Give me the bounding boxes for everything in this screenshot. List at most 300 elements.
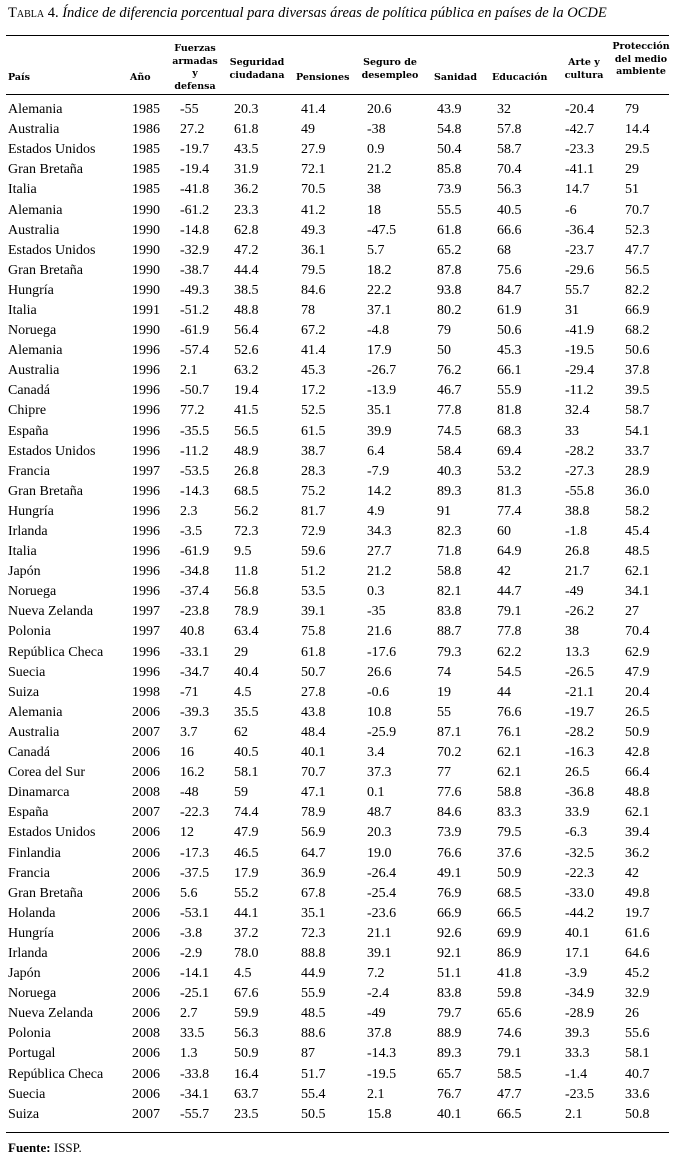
cell-pais: Estados Unidos [8,242,96,258]
cell-sanidad: 93.8 [437,282,462,298]
bottom-rule [6,1132,669,1133]
cell-educacion: 66.5 [497,1106,522,1122]
cell-pensiones: 59.6 [301,544,326,560]
cell-ano: 2006 [132,1006,160,1022]
cell-desempleo: -19.5 [367,1066,397,1082]
cell-sanidad: 73.9 [437,182,462,198]
cell-sanidad: 77 [437,765,451,781]
cell-desempleo: -0.6 [367,684,390,700]
cell-medio: 36.2 [625,845,650,861]
cell-seguridad: 37.2 [234,925,259,941]
table-row [6,723,669,743]
cell-sanidad: 49.1 [437,865,462,881]
cell-medio: 45.2 [625,966,650,982]
cell-medio: 40.7 [625,1066,650,1082]
cell-ano: 1996 [132,443,160,459]
cell-ano: 1996 [132,503,160,519]
cell-arte: -19.7 [565,704,595,720]
cell-ano: 1996 [132,544,160,560]
cell-desempleo: 18.2 [367,262,392,278]
cell-arte: 55.7 [565,282,590,298]
cell-desempleo: 0.9 [367,142,385,158]
cell-medio: 62.1 [625,564,650,580]
cell-sanidad: 40.3 [437,463,462,479]
cell-pensiones: 17.2 [301,383,326,399]
table-row [6,100,669,120]
cell-seguridad: 67.6 [234,986,259,1002]
cell-educacion: 54.5 [497,664,522,680]
cell-fuerzas: -51.2 [180,302,210,318]
cell-pais: Francia [8,865,50,881]
cell-pensiones: 56.9 [301,825,326,841]
cell-pensiones: 75.2 [301,483,326,499]
cell-fuerzas: -14.3 [180,483,210,499]
cell-sanidad: 92.6 [437,925,462,941]
cell-ano: 1986 [132,122,160,138]
cell-pais: Japón [8,564,41,580]
header-pais: País [8,72,31,83]
cell-desempleo: 19.0 [367,845,392,861]
cell-educacion: 76.1 [497,724,522,740]
cell-seguridad: 78.9 [234,604,259,620]
cell-fuerzas: -23.8 [180,604,210,620]
cell-medio: 36.0 [625,483,650,499]
cell-ano: 2006 [132,885,160,901]
cell-medio: 47.7 [625,242,650,258]
cell-fuerzas: -17.3 [180,845,210,861]
header-ano: Año [130,72,151,83]
cell-arte: -21.1 [565,684,595,700]
cell-seguridad: 74.4 [234,805,259,821]
cell-pais: Noruega [8,986,57,1002]
table-row [6,140,669,160]
cell-sanidad: 84.6 [437,805,462,821]
cell-medio: 47.9 [625,664,650,680]
cell-desempleo: 48.7 [367,805,392,821]
cell-fuerzas: -41.8 [180,182,210,198]
cell-sanidad: 73.9 [437,825,462,841]
cell-sanidad: 50 [437,343,451,359]
cell-ano: 1997 [132,624,160,640]
cell-medio: 19.7 [625,905,650,921]
cell-sanidad: 85.8 [437,162,462,178]
cell-educacion: 55.9 [497,383,522,399]
cell-arte: -36.8 [565,785,595,801]
cell-sanidad: 76.2 [437,363,462,379]
cell-arte: -16.3 [565,745,595,761]
cell-ano: 2006 [132,825,160,841]
cell-pensiones: 84.6 [301,282,326,298]
cell-arte: 40.1 [565,925,590,941]
cell-ano: 1985 [132,102,160,118]
cell-educacion: 69.9 [497,925,522,941]
cell-desempleo: -47.5 [367,222,397,238]
cell-medio: 51 [625,182,639,198]
cell-pensiones: 64.7 [301,845,326,861]
cell-seguridad: 52.6 [234,343,259,359]
cell-desempleo: 3.4 [367,745,385,761]
cell-ano: 1996 [132,524,160,540]
cell-medio: 58.1 [625,1046,650,1062]
cell-arte: -26.2 [565,604,595,620]
table-row [6,582,669,602]
cell-seguridad: 9.5 [234,544,252,560]
cell-medio: 58.7 [625,403,650,419]
cell-pensiones: 70.5 [301,182,326,198]
cell-medio: 26 [625,1006,639,1022]
cell-ano: 1985 [132,182,160,198]
cell-seguridad: 63.7 [234,1086,259,1102]
cell-sanidad: 80.2 [437,302,462,318]
cell-medio: 68.2 [625,323,650,339]
cell-sanidad: 87.1 [437,724,462,740]
cell-pais: Australia [8,363,60,379]
cell-pensiones: 36.1 [301,242,326,258]
cell-sanidad: 43.9 [437,102,462,118]
cell-arte: 33.3 [565,1046,590,1062]
cell-pensiones: 67.2 [301,323,326,339]
cell-pais: Estados Unidos [8,142,96,158]
cell-pensiones: 51.2 [301,564,326,580]
cell-medio: 58.2 [625,503,650,519]
cell-arte: -36.4 [565,222,595,238]
cell-fuerzas: -25.1 [180,986,210,1002]
cell-desempleo: 14.2 [367,483,392,499]
cell-seguridad: 61.8 [234,122,259,138]
cell-educacion: 74.6 [497,1026,522,1042]
cell-seguridad: 40.4 [234,664,259,680]
table-title-label: Tabla 4. [8,5,59,21]
cell-educacion: 62.1 [497,765,522,781]
cell-sanidad: 51.1 [437,966,462,982]
cell-pais: República Checa [8,1066,104,1082]
cell-desempleo: 22.2 [367,282,392,298]
cell-ano: 1996 [132,483,160,499]
table-row [6,422,669,442]
cell-desempleo: 38 [367,182,381,198]
cell-fuerzas: -32.9 [180,242,210,258]
cell-medio: 27 [625,604,639,620]
cell-pais: Suecia [8,1086,46,1102]
table-row [6,361,669,381]
cell-pensiones: 70.7 [301,765,326,781]
cell-seguridad: 59 [234,785,248,801]
cell-fuerzas: -61.9 [180,323,210,339]
table-row [6,301,669,321]
table-title [8,5,607,22]
cell-educacion: 56.3 [497,182,522,198]
cell-pais: Suiza [8,684,40,700]
header-fuerzas: Fuerzas armadas y defensa [172,43,218,92]
table-row [6,743,669,763]
cell-pais: República Checa [8,644,104,660]
cell-educacion: 86.9 [497,945,522,961]
cell-fuerzas: -49.3 [180,282,210,298]
cell-desempleo: -4.8 [367,323,390,339]
cell-fuerzas: -50.7 [180,383,210,399]
cell-pensiones: 48.5 [301,1006,326,1022]
cell-pensiones: 47.1 [301,785,326,801]
table-row [6,1024,669,1044]
cell-pais: Polonia [8,624,51,640]
cell-fuerzas: -14.8 [180,222,210,238]
cell-sanidad: 82.1 [437,584,462,600]
cell-pais: Irlanda [8,524,48,540]
table-row [6,944,669,964]
table-row [6,221,669,241]
table-row [6,401,669,421]
cell-seguridad: 48.9 [234,443,259,459]
table-row [6,763,669,783]
cell-educacion: 68 [497,242,511,258]
cell-pensiones: 41.4 [301,102,326,118]
cell-fuerzas: 77.2 [180,403,205,419]
header-medio: Protección del medio ambiente [612,41,670,77]
cell-desempleo: 27.7 [367,544,392,560]
cell-pais: Estados Unidos [8,443,96,459]
cell-educacion: 58.7 [497,142,522,158]
cell-arte: 32.4 [565,403,590,419]
table-row [6,1044,669,1064]
cell-arte: 21.7 [565,564,590,580]
cell-desempleo: 17.9 [367,343,392,359]
cell-pensiones: 44.9 [301,966,326,982]
cell-sanidad: 89.3 [437,1046,462,1062]
cell-desempleo: -2.4 [367,986,390,1002]
cell-seguridad: 26.8 [234,463,259,479]
cell-pensiones: 49 [301,122,315,138]
cell-ano: 1996 [132,664,160,680]
cell-seguridad: 56.5 [234,423,259,439]
cell-arte: -11.2 [565,383,594,399]
cell-pais: Alemania [8,102,63,118]
cell-desempleo: 7.2 [367,966,385,982]
cell-educacion: 79.5 [497,825,522,841]
cell-arte: -41.9 [565,323,595,339]
cell-pais: Gran Bretaña [8,162,84,178]
cell-educacion: 53.2 [497,463,522,479]
cell-desempleo: -25.9 [367,724,397,740]
cell-arte: -3.9 [565,966,588,982]
cell-seguridad: 47.2 [234,242,259,258]
cell-pensiones: 61.8 [301,644,326,660]
cell-medio: 26.5 [625,704,650,720]
cell-educacion: 42 [497,564,511,580]
cell-ano: 2006 [132,925,160,941]
cell-desempleo: 0.1 [367,785,385,801]
cell-pais: Corea del Sur [8,765,85,781]
cell-medio: 66.9 [625,302,650,318]
cell-fuerzas: 1.3 [180,1046,198,1062]
cell-arte: -34.9 [565,986,595,1002]
cell-pensiones: 53.5 [301,584,326,600]
data-table [6,100,669,1125]
cell-pais: Hungría [8,503,54,519]
cell-ano: 2006 [132,745,160,761]
cell-pensiones: 88.8 [301,945,326,961]
cell-seguridad: 56.8 [234,584,259,600]
cell-medio: 48.5 [625,544,650,560]
cell-pais: Gran Bretaña [8,483,84,499]
cell-medio: 39.5 [625,383,650,399]
cell-desempleo: 18 [367,202,381,218]
cell-pensiones: 67.8 [301,885,326,901]
cell-seguridad: 58.1 [234,765,259,781]
table-title-text: Índice de diferencia porcentual para diversas áreas de política pública en países de la OCDE [62,5,607,21]
cell-desempleo: 5.7 [367,242,385,258]
cell-medio: 29 [625,162,639,178]
cell-sanidad: 83.8 [437,986,462,1002]
cell-ano: 2006 [132,865,160,881]
cell-desempleo: 20.3 [367,825,392,841]
cell-fuerzas: 16.2 [180,765,205,781]
cell-ano: 1985 [132,142,160,158]
cell-pais: Italia [8,544,37,560]
cell-seguridad: 62.8 [234,222,259,238]
cell-medio: 49.8 [625,885,650,901]
cell-ano: 1990 [132,202,160,218]
table-row [6,924,669,944]
cell-fuerzas: -53.5 [180,463,210,479]
cell-fuerzas: -55 [180,102,199,118]
cell-educacion: 41.8 [497,966,522,982]
cell-desempleo: -17.6 [367,644,397,660]
cell-pensiones: 55.9 [301,986,326,1002]
cell-sanidad: 88.9 [437,1026,462,1042]
cell-seguridad: 19.4 [234,383,259,399]
table-row [6,622,669,642]
cell-fuerzas: -2.9 [180,945,203,961]
header-pensiones: Pensiones [296,72,350,83]
cell-arte: 26.8 [565,544,590,560]
header-seguridad: Seguridad ciudadana [229,57,285,81]
cell-educacion: 81.3 [497,483,522,499]
table-row [6,803,669,823]
cell-educacion: 83.3 [497,805,522,821]
cell-desempleo: 37.1 [367,302,392,318]
cell-arte: -28.2 [565,724,595,740]
cell-pensiones: 35.1 [301,905,326,921]
cell-pensiones: 50.5 [301,1106,326,1122]
cell-pais: Nueva Zelanda [8,604,94,620]
table-row [6,703,669,723]
cell-pais: Gran Bretaña [8,262,84,278]
cell-ano: 1997 [132,604,160,620]
cell-fuerzas: -39.3 [180,704,210,720]
cell-seguridad: 59.9 [234,1006,259,1022]
cell-ano: 2007 [132,1106,160,1122]
top-rule [6,35,669,36]
cell-educacion: 68.3 [497,423,522,439]
table-row [6,783,669,803]
cell-seguridad: 48.8 [234,302,259,318]
cell-pais: Chipre [8,403,47,419]
cell-ano: 2006 [132,704,160,720]
cell-pais: Hungría [8,925,54,941]
cell-sanidad: 55.5 [437,202,462,218]
cell-pensiones: 78.9 [301,805,326,821]
cell-pensiones: 38.7 [301,443,326,459]
cell-ano: 2006 [132,845,160,861]
cell-arte: -49 [565,584,584,600]
cell-ano: 2006 [132,1066,160,1082]
cell-pais: Noruega [8,584,57,600]
cell-ano: 1996 [132,403,160,419]
cell-fuerzas: -48 [180,785,199,801]
header-sanidad: Sanidad [434,72,477,83]
table-row [6,602,669,622]
cell-desempleo: 15.8 [367,1106,392,1122]
cell-sanidad: 40.1 [437,1106,462,1122]
cell-educacion: 69.4 [497,443,522,459]
cell-educacion: 58.8 [497,785,522,801]
cell-desempleo: -13.9 [367,383,397,399]
cell-educacion: 84.7 [497,282,522,298]
cell-arte: 31 [565,302,579,318]
cell-educacion: 75.6 [497,262,522,278]
cell-pais: Canadá [8,745,50,761]
cell-desempleo: 34.3 [367,524,392,540]
cell-fuerzas: -37.5 [180,865,210,881]
cell-educacion: 57.8 [497,122,522,138]
cell-seguridad: 46.5 [234,845,259,861]
cell-desempleo: -38 [367,122,386,138]
cell-sanidad: 70.2 [437,745,462,761]
cell-ano: 2008 [132,785,160,801]
cell-fuerzas: -33.8 [180,1066,210,1082]
cell-ano: 1996 [132,644,160,660]
cell-arte: -28.2 [565,443,595,459]
cell-seguridad: 50.9 [234,1046,259,1062]
table-row [6,341,669,361]
cell-educacion: 44 [497,684,511,700]
cell-pensiones: 50.7 [301,664,326,680]
cell-sanidad: 83.8 [437,604,462,620]
cell-arte: -41.1 [565,162,595,178]
footer-source [8,1140,82,1156]
cell-ano: 1990 [132,282,160,298]
cell-seguridad: 29 [234,644,248,660]
header-arte: Arte y cultura [564,57,604,81]
cell-medio: 33.7 [625,443,650,459]
table-row [6,261,669,281]
cell-ano: 1997 [132,463,160,479]
cell-pensiones: 72.3 [301,925,326,941]
cell-sanidad: 79.7 [437,1006,462,1022]
cell-medio: 79 [625,102,639,118]
cell-pensiones: 87 [301,1046,315,1062]
cell-educacion: 79.1 [497,1046,522,1062]
cell-pais: Australia [8,724,60,740]
cell-seguridad: 72.3 [234,524,259,540]
cell-pais: Australia [8,122,60,138]
cell-arte: -1.8 [565,524,588,540]
header-educacion: Educación [492,72,548,83]
cell-medio: 45.4 [625,524,650,540]
cell-pais: Japón [8,966,41,982]
cell-seguridad: 55.2 [234,885,259,901]
cell-pais: Francia [8,463,50,479]
cell-educacion: 77.4 [497,503,522,519]
cell-pensiones: 88.6 [301,1026,326,1042]
cell-desempleo: -35 [367,604,386,620]
table-row [6,984,669,1004]
cell-sanidad: 82.3 [437,524,462,540]
cell-seguridad: 35.5 [234,704,259,720]
cell-desempleo: 39.1 [367,945,392,961]
cell-arte: -32.5 [565,845,595,861]
cell-medio: 70.7 [625,202,650,218]
